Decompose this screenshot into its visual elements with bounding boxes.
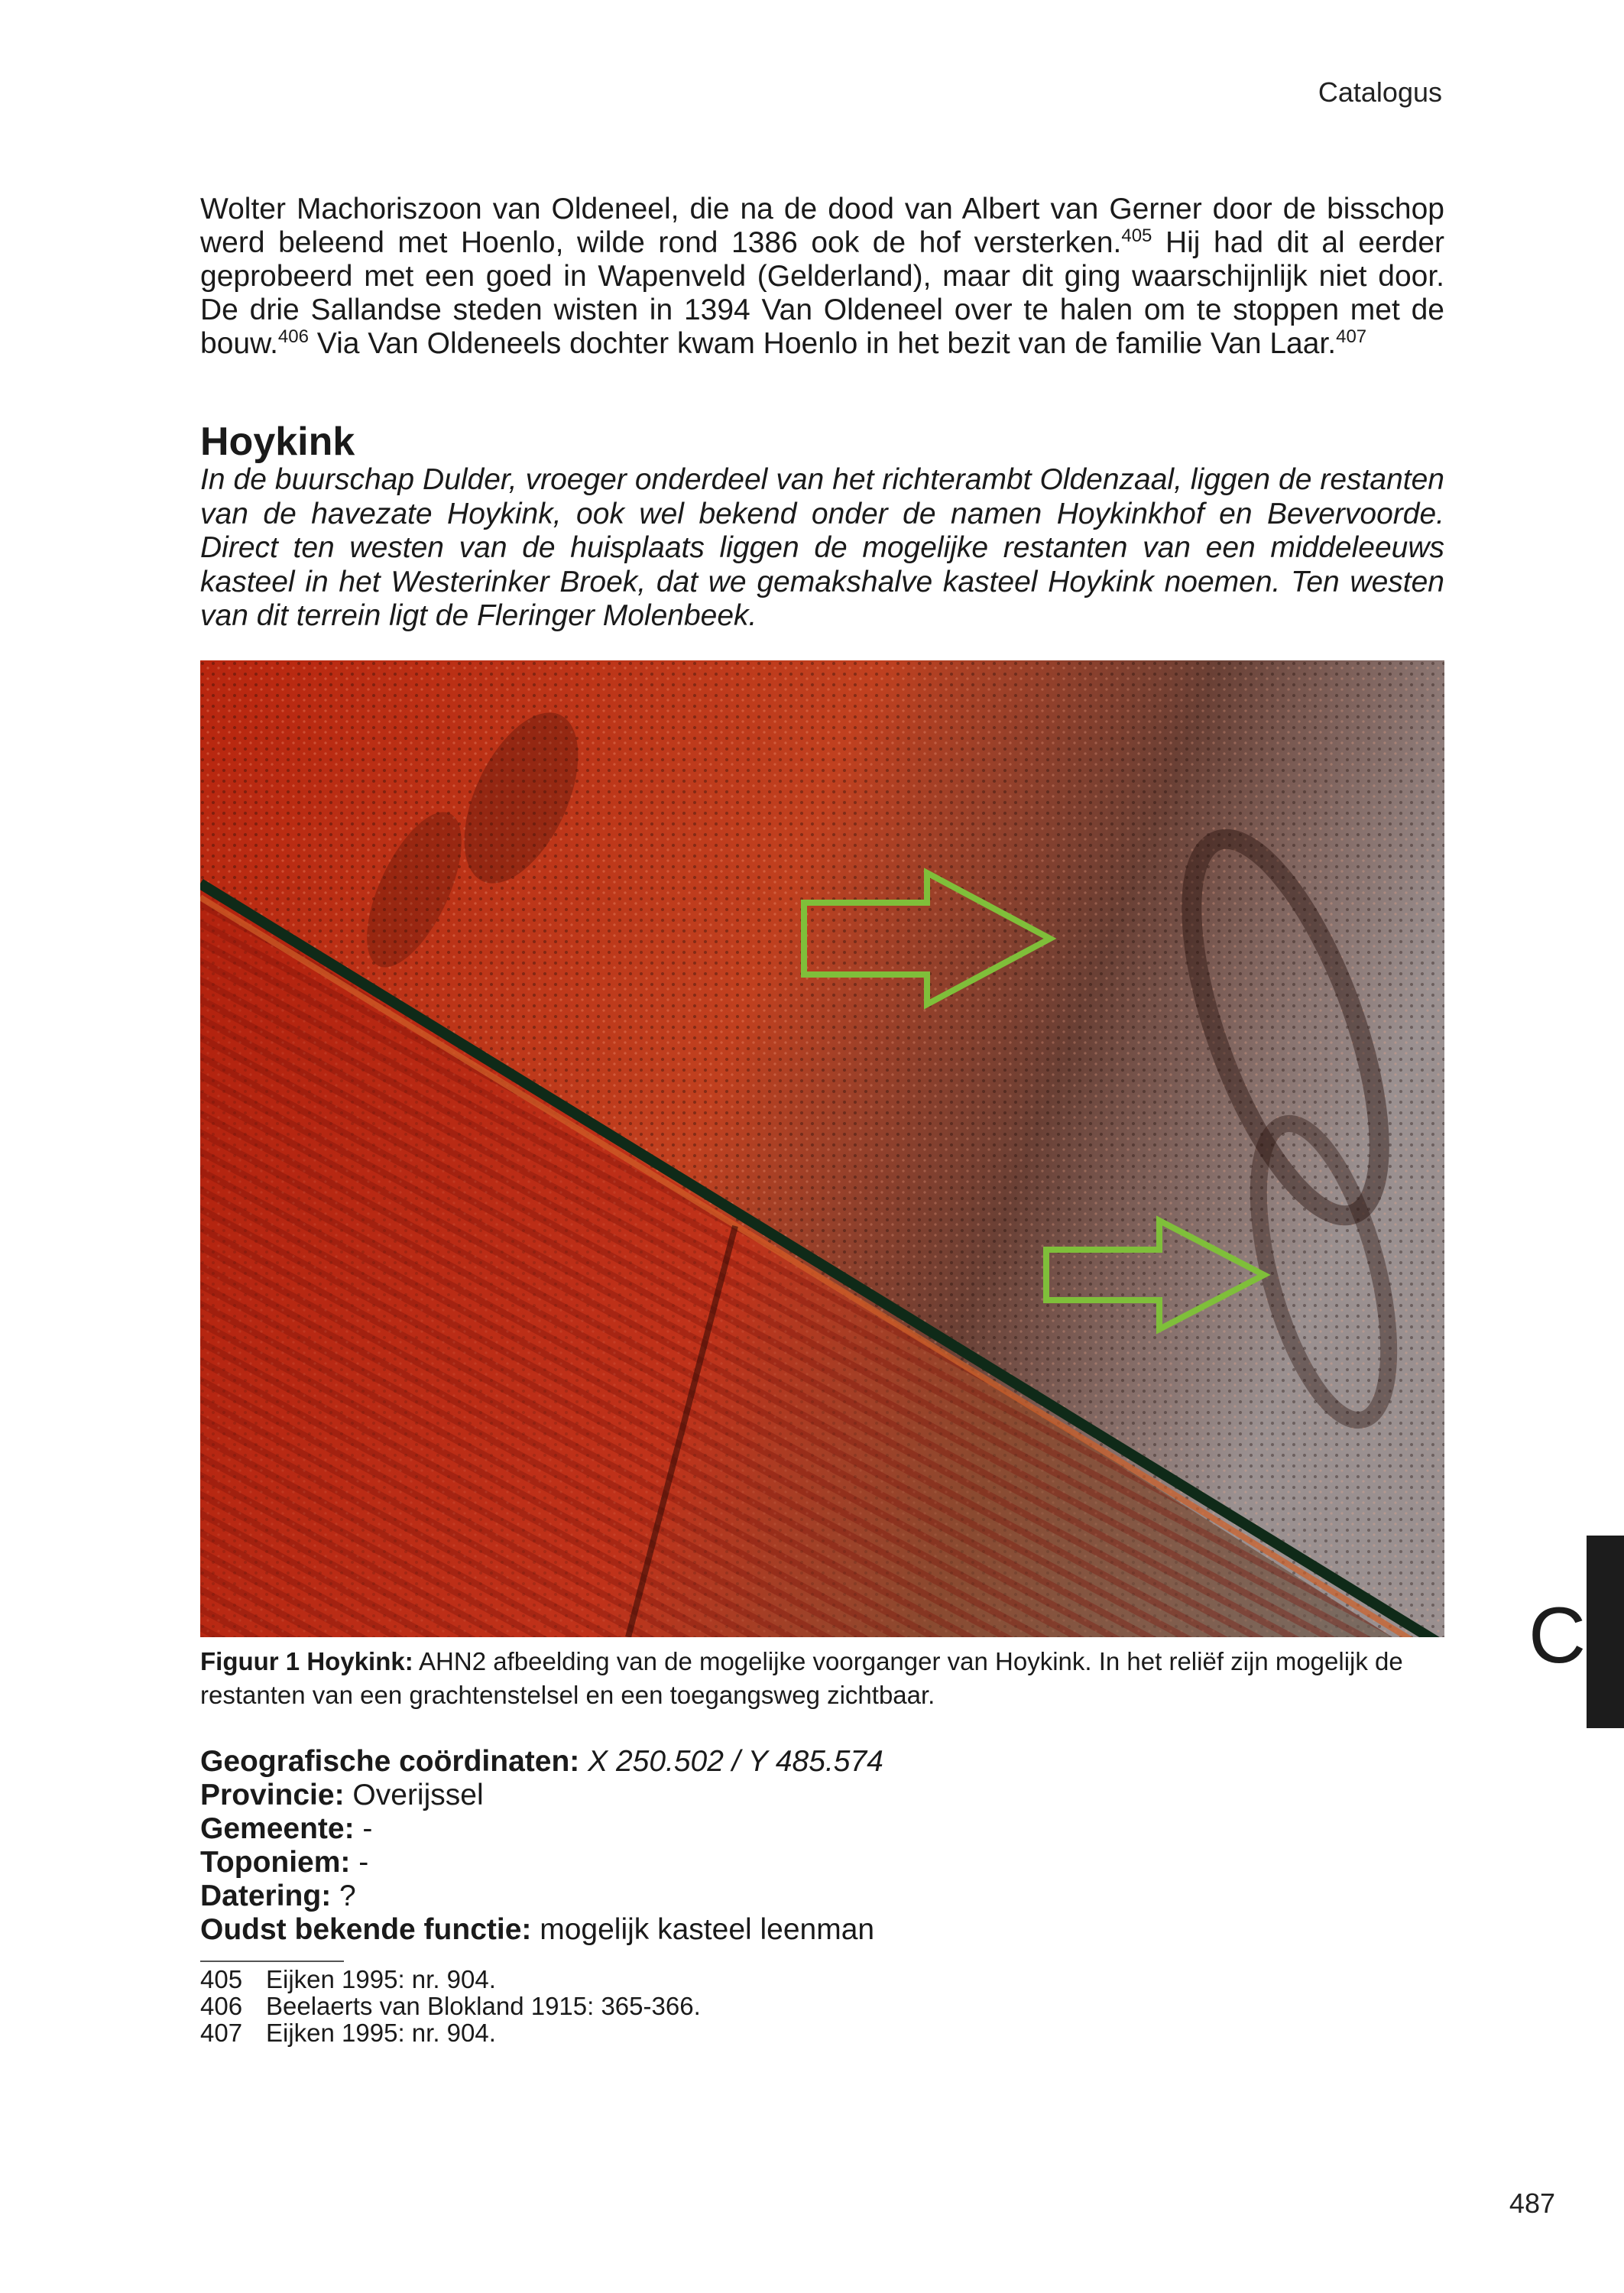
meta-label: Toponiem: xyxy=(200,1846,351,1879)
meta-value: - xyxy=(354,1812,373,1845)
meta-provincie xyxy=(200,1779,1270,1812)
meta-coordinates xyxy=(200,1745,1270,1779)
chapter-tab-letter: C xyxy=(1528,1591,1587,1680)
footnote-text: Beelaerts van Blokland 1915: 365-366. xyxy=(266,1992,701,2020)
footnote-406 xyxy=(200,1993,701,2019)
figure-caption xyxy=(200,1645,1444,1712)
meta-datering xyxy=(200,1879,1270,1913)
intro-paragraph xyxy=(200,193,1444,361)
footnote-number: 407 xyxy=(200,2019,243,2047)
footnote-text: Eijken 1995: nr. 904. xyxy=(266,2019,496,2047)
meta-toponiem xyxy=(200,1846,1270,1879)
running-header: Catalogus xyxy=(1318,76,1442,108)
meta-label: Geografische coördinaten: xyxy=(200,1745,580,1778)
page-number: 487 xyxy=(1509,2188,1555,2219)
meta-value: - xyxy=(350,1846,369,1879)
chapter-tab xyxy=(1587,1536,1624,1728)
intro-text-2: Hij had dit al eerder geprobeerd met een goed in Wapenveld (Gelderland), maar dit ging waarschijnlijk niet door. De drie Sallandse steden wisten in 1394 Van Oldeneel over te halen om te stoppen met de bouw. xyxy=(200,226,1444,360)
section-summary: In de buurschap Dulder, vroeger onderdeel van het richterambt Oldenzaal, liggen de restanten van de havezate Hoykink, ook wel bekend onder de namen Hoykinkhof en Bevervoorde. Direct ten westen van de huisplaats liggen de mogelijke restanten van een middeleeuws kasteel in het Westerinker Broek, dat we gemakshalve kasteel Hoykink noemen. Ten westen van dit terrein ligt de Fleringer Molenbeek. xyxy=(200,463,1444,632)
footnotes xyxy=(200,1966,701,2046)
ahn2-relief-image xyxy=(200,660,1444,1637)
section-title: Hoykink xyxy=(200,420,355,464)
meta-label: Datering: xyxy=(200,1879,332,1912)
footnote-ref-407[interactable]: 407 xyxy=(1336,326,1367,347)
meta-label: Oudst bekende functie: xyxy=(200,1913,532,1946)
footnote-number: 406 xyxy=(200,1992,243,2020)
footnote-407 xyxy=(200,2019,701,2046)
footnote-ref-406[interactable]: 406 xyxy=(277,326,309,347)
intro-text-3: Via Van Oldeneels dochter kwam Hoenlo in het bezit van de familie Van Laar. xyxy=(308,327,1337,360)
footnote-text: Eijken 1995: nr. 904. xyxy=(266,1965,496,1993)
meta-value: mogelijk kasteel leenman xyxy=(531,1913,875,1946)
meta-gemeente xyxy=(200,1812,1270,1846)
relief-figure xyxy=(200,660,1444,1637)
meta-value: Overijssel xyxy=(344,1779,484,1811)
site-metadata xyxy=(200,1745,1270,1947)
meta-functie xyxy=(200,1913,1270,1947)
footnote-405 xyxy=(200,1966,701,1993)
meta-label: Gemeente: xyxy=(200,1812,355,1845)
intro-text-1: Wolter Machoriszoon van Oldeneel, die na de dood van Albert van Gerner door de bisschop werd beleend met Hoenlo, wilde rond 1386 ook de hof versterken. xyxy=(200,193,1444,259)
footnote-ref-405[interactable]: 405 xyxy=(1121,225,1152,246)
meta-value: ? xyxy=(331,1879,356,1912)
footnote-number: 405 xyxy=(200,1965,243,1993)
caption-text: AHN2 afbeelding van de mogelijke voorganger van Hoykink. In het reliëf zijn mogelijk de restanten van een grachtenstelsel en een toegangsweg zichtbaar. xyxy=(200,1647,1403,1709)
meta-label: Provincie: xyxy=(200,1779,345,1811)
caption-label: Figuur 1 Hoykink: xyxy=(200,1647,413,1675)
footnote-divider xyxy=(200,1961,344,1962)
meta-value: X 250.502 / Y 485.574 xyxy=(579,1745,883,1778)
